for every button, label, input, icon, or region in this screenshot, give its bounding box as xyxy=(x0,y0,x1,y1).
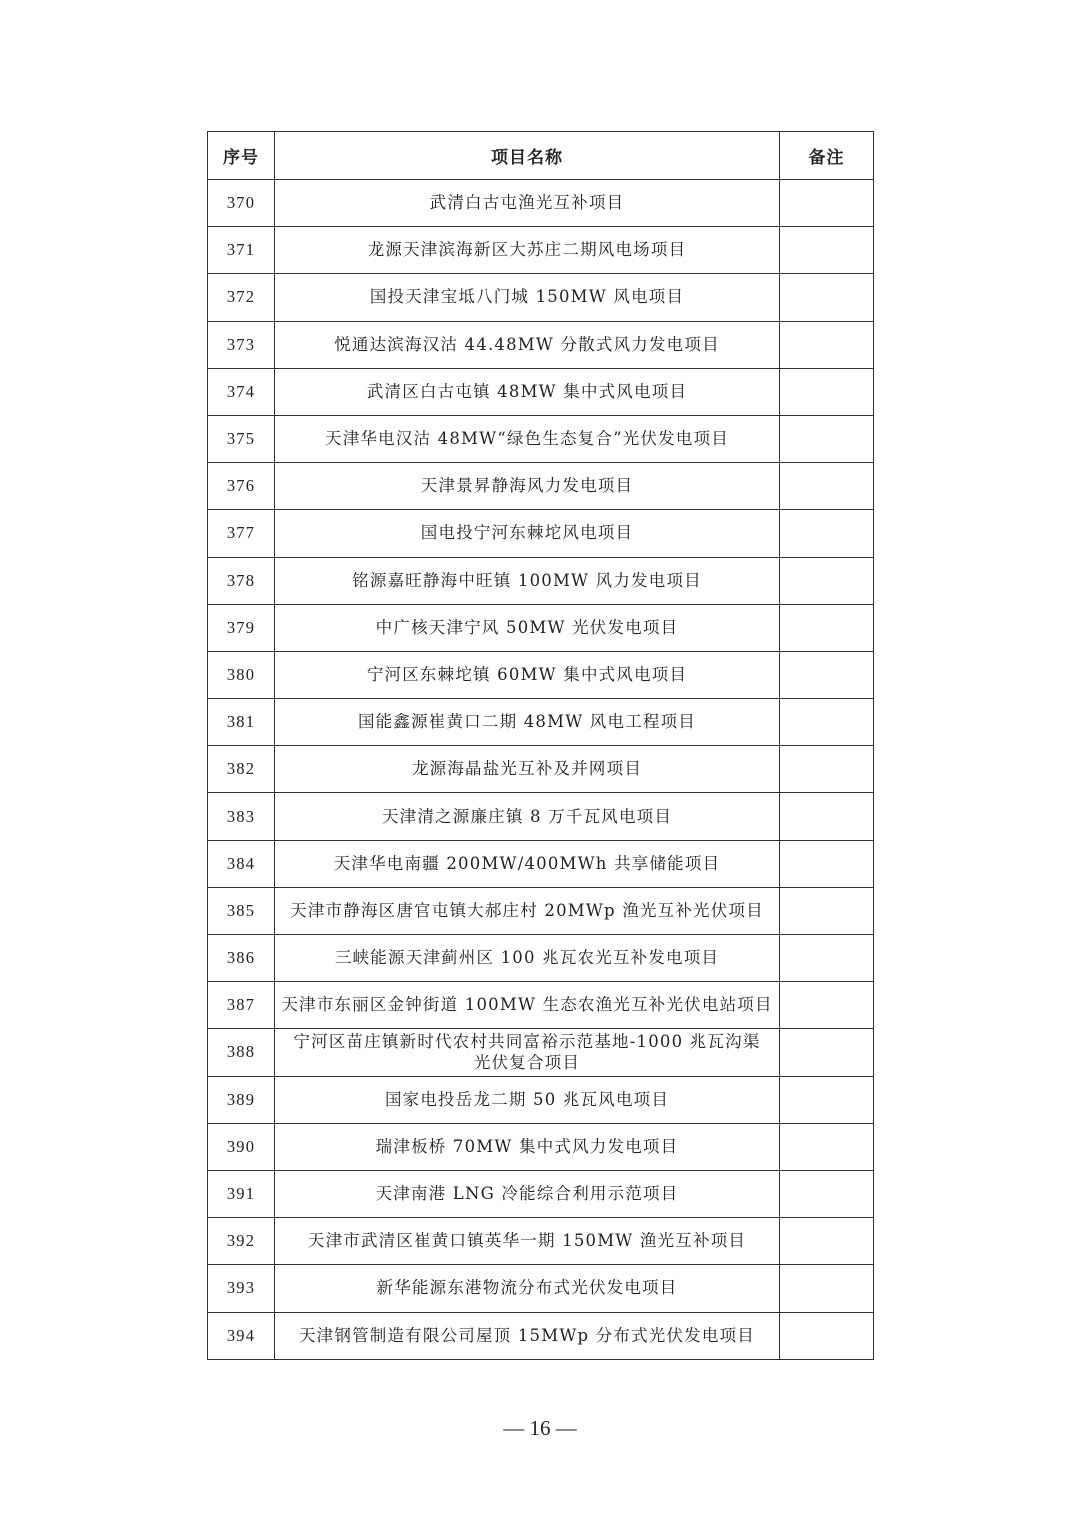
row-serial-number: 387 xyxy=(208,982,275,1029)
row-serial-number: 376 xyxy=(208,463,275,510)
row-remarks xyxy=(780,604,874,651)
table-row xyxy=(208,887,874,934)
row-remarks xyxy=(780,321,874,368)
row-project-name: 国电投宁河东棘坨风电项目 xyxy=(275,510,780,557)
row-serial-number: 374 xyxy=(208,368,275,415)
row-project-name: 天津市静海区唐官屯镇大郝庄村 20MWp 渔光互补光伏项目 xyxy=(275,887,780,934)
row-project-name: 天津景昇静海风力发电项目 xyxy=(275,463,780,510)
table-row xyxy=(208,1029,874,1076)
header-remarks: 备注 xyxy=(780,132,874,180)
row-remarks xyxy=(780,1312,874,1359)
row-remarks xyxy=(780,180,874,227)
table-row xyxy=(208,651,874,698)
row-remarks xyxy=(780,368,874,415)
table-body xyxy=(208,180,874,1360)
table-row xyxy=(208,604,874,651)
row-project-name: 三峡能源天津蓟州区 100 兆瓦农光互补发电项目 xyxy=(275,935,780,982)
row-project-name: 龙源天津滨海新区大苏庄二期风电场项目 xyxy=(275,227,780,274)
table-row xyxy=(208,180,874,227)
row-serial-number: 371 xyxy=(208,227,275,274)
row-serial-number: 372 xyxy=(208,274,275,321)
row-serial-number: 381 xyxy=(208,699,275,746)
row-project-name: 天津清之源廉庄镇 8 万千瓦风电项目 xyxy=(275,793,780,840)
table-row xyxy=(208,321,874,368)
row-serial-number: 377 xyxy=(208,510,275,557)
row-remarks xyxy=(780,1029,874,1076)
row-project-name: 瑞津板桥 70MW 集中式风力发电项目 xyxy=(275,1123,780,1170)
row-remarks xyxy=(780,887,874,934)
row-project-name: 天津市东丽区金钟街道 100MW 生态农渔光互补光伏电站项目 xyxy=(275,982,780,1029)
header-serial-number: 序号 xyxy=(208,132,275,180)
table-row xyxy=(208,510,874,557)
row-remarks xyxy=(780,935,874,982)
row-remarks xyxy=(780,274,874,321)
row-remarks xyxy=(780,557,874,604)
table-row xyxy=(208,1312,874,1359)
row-serial-number: 370 xyxy=(208,180,275,227)
row-remarks xyxy=(780,227,874,274)
row-remarks xyxy=(780,651,874,698)
row-remarks xyxy=(780,1170,874,1217)
row-serial-number: 386 xyxy=(208,935,275,982)
row-serial-number: 388 xyxy=(208,1029,275,1076)
row-remarks xyxy=(780,1265,874,1312)
table-row xyxy=(208,1076,874,1123)
table-row xyxy=(208,557,874,604)
table-row xyxy=(208,840,874,887)
row-serial-number: 394 xyxy=(208,1312,275,1359)
row-project-name: 武清白古屯渔光互补项目 xyxy=(275,180,780,227)
row-serial-number: 378 xyxy=(208,557,275,604)
row-remarks xyxy=(780,746,874,793)
header-project-name: 项目名称 xyxy=(275,132,780,180)
row-project-name: 宁河区苗庄镇新时代农村共同富裕示范基地-1000 兆瓦沟渠光伏复合项目 xyxy=(275,1029,780,1076)
row-serial-number: 382 xyxy=(208,746,275,793)
table-row xyxy=(208,1170,874,1217)
row-project-name: 龙源海晶盐光互补及并网项目 xyxy=(275,746,780,793)
row-remarks xyxy=(780,1218,874,1265)
row-project-name: 天津华电南疆 200MW/400MWh 共享储能项目 xyxy=(275,840,780,887)
row-serial-number: 383 xyxy=(208,793,275,840)
row-remarks xyxy=(780,415,874,462)
row-project-name: 国家电投岳龙二期 50 兆瓦风电项目 xyxy=(275,1076,780,1123)
row-remarks xyxy=(780,1076,874,1123)
table-row xyxy=(208,1123,874,1170)
row-serial-number: 391 xyxy=(208,1170,275,1217)
table-row xyxy=(208,227,874,274)
table-row xyxy=(208,935,874,982)
row-remarks xyxy=(780,793,874,840)
table-row xyxy=(208,982,874,1029)
row-serial-number: 384 xyxy=(208,840,275,887)
row-serial-number: 379 xyxy=(208,604,275,651)
row-project-name: 中广核天津宁风 50MW 光伏发电项目 xyxy=(275,604,780,651)
row-remarks xyxy=(780,510,874,557)
row-serial-number: 390 xyxy=(208,1123,275,1170)
row-remarks xyxy=(780,1123,874,1170)
row-serial-number: 375 xyxy=(208,415,275,462)
row-project-name: 宁河区东棘坨镇 60MW 集中式风电项目 xyxy=(275,651,780,698)
table-row xyxy=(208,274,874,321)
table-row xyxy=(208,699,874,746)
project-table xyxy=(207,131,874,1360)
row-project-name: 国能鑫源崔黄口二期 48MW 风电工程项目 xyxy=(275,699,780,746)
table-row xyxy=(208,1265,874,1312)
row-serial-number: 385 xyxy=(208,887,275,934)
table-row xyxy=(208,746,874,793)
row-project-name: 武清区白古屯镇 48MW 集中式风电项目 xyxy=(275,368,780,415)
row-project-name: 新华能源东港物流分布式光伏发电项目 xyxy=(275,1265,780,1312)
row-remarks xyxy=(780,463,874,510)
table-row xyxy=(208,1218,874,1265)
row-serial-number: 392 xyxy=(208,1218,275,1265)
row-project-name: 悦通达滨海汉沽 44.48MW 分散式风力发电项目 xyxy=(275,321,780,368)
row-project-name: 天津市武清区崔黄口镇英华一期 150MW 渔光互补项目 xyxy=(275,1218,780,1265)
row-project-name: 天津华电汉沽 48MW“绿色生态复合”光伏发电项目 xyxy=(275,415,780,462)
row-remarks xyxy=(780,699,874,746)
row-serial-number: 380 xyxy=(208,651,275,698)
row-project-name: 天津钢管制造有限公司屋顶 15MWp 分布式光伏发电项目 xyxy=(275,1312,780,1359)
row-serial-number: 389 xyxy=(208,1076,275,1123)
row-project-name: 天津南港 LNG 冷能综合利用示范项目 xyxy=(275,1170,780,1217)
row-project-name: 铭源嘉旺静海中旺镇 100MW 风力发电项目 xyxy=(275,557,780,604)
row-serial-number: 373 xyxy=(208,321,275,368)
table-row xyxy=(208,793,874,840)
row-serial-number: 393 xyxy=(208,1265,275,1312)
page-number: — 16 — xyxy=(503,1416,577,1440)
table-row xyxy=(208,463,874,510)
table-header-row xyxy=(208,132,874,180)
table-row xyxy=(208,415,874,462)
row-project-name: 国投天津宝坻八门城 150MW 风电项目 xyxy=(275,274,780,321)
table-row xyxy=(208,368,874,415)
row-remarks xyxy=(780,840,874,887)
row-remarks xyxy=(780,982,874,1029)
